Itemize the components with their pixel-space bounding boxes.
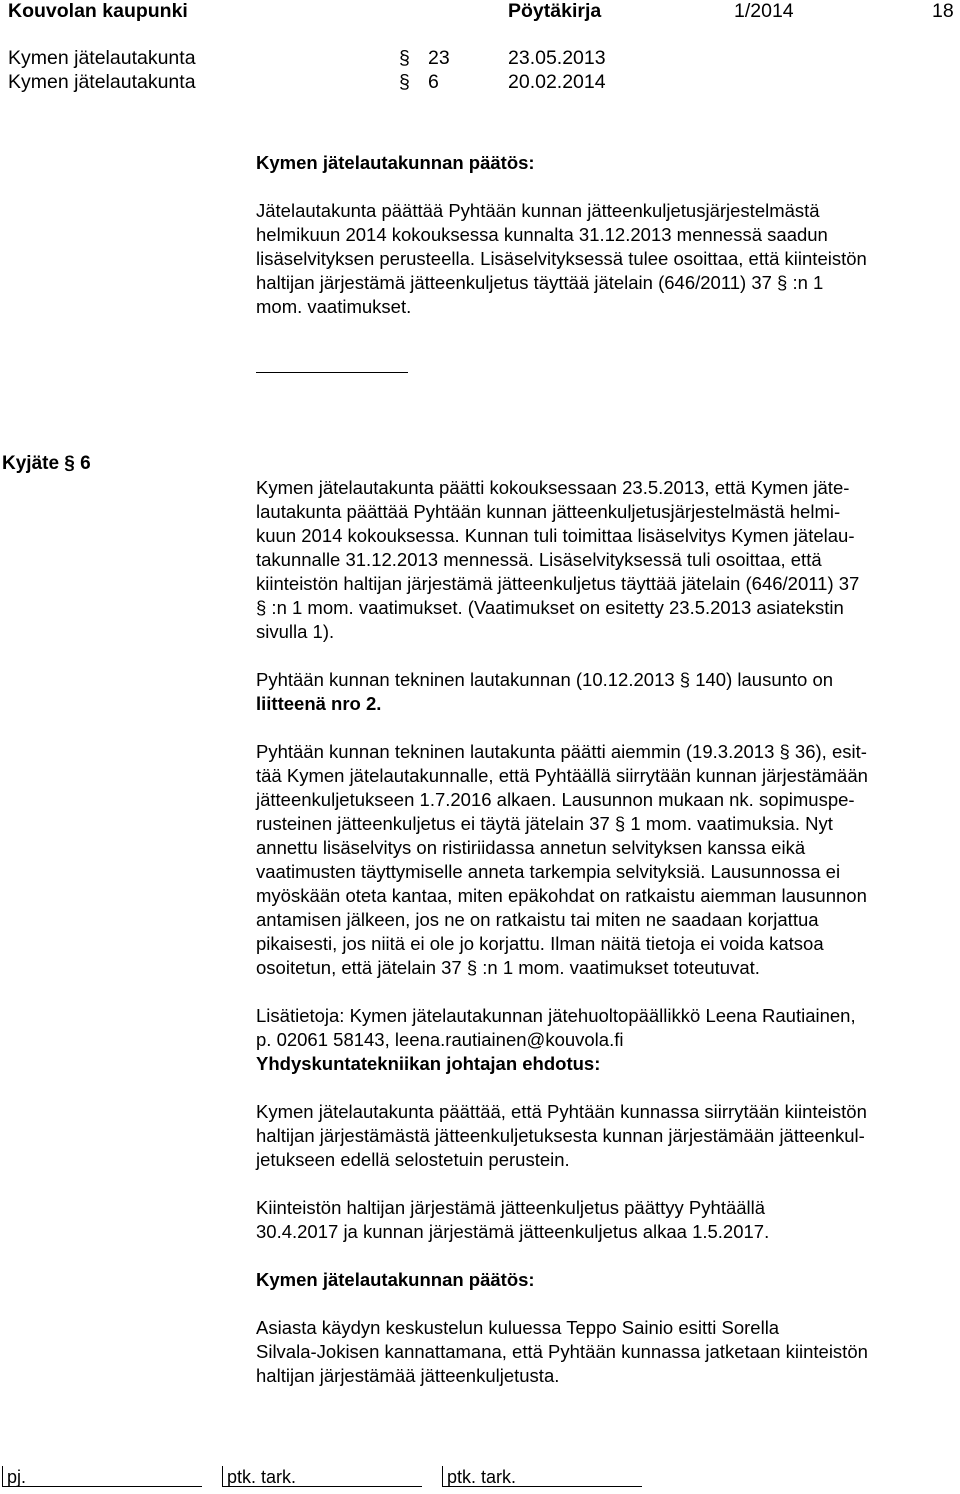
header-row-body: Kymen jätelautakunta [8, 71, 196, 93]
header-row-section: 6 [428, 71, 439, 93]
paragraph-line: kuun 2014 kokouksessa. Kunnan tuli toimittaa lisäselvitys Kymen jätelau- [256, 525, 855, 546]
section-sign-icon: § [399, 47, 410, 69]
paragraph-line: haltijan järjestämästä jätteenkuljetuksesta kunnan järjestämään jätteenkul- [256, 1125, 865, 1146]
signature-tick [222, 1466, 223, 1487]
attachment-reference: liitteenä nro 2. [256, 693, 382, 714]
paragraph-line: Pyhtään kunnan tekninen lautakunta päätti aiemmin (19.3.2013 § 36), esit- [256, 741, 867, 762]
signature-label-reviewer: ptk. tark. [227, 1467, 297, 1487]
paragraph-line: takunnalle 31.12.2013 mennessä. Lisäselvityksessä tuli osoittaa, että [256, 549, 822, 570]
header-row-date: 23.05.2013 [508, 47, 606, 69]
document-type: Pöytäkirja [508, 0, 602, 22]
decision-heading: Kymen jätelautakunnan päätös: [256, 1269, 535, 1290]
paragraph-line: Kymen jätelautakunta päätti kokouksessaan 23.5.2013, että Kymen jäte- [256, 477, 850, 498]
paragraph-line: jetukseen edellä selostetuin perustein. [256, 1149, 570, 1170]
item-label: Kyjäte § 6 [2, 453, 91, 474]
decision-line: mom. vaatimukset. [256, 296, 412, 317]
paragraph-line: annettu lisäselvitys on ristiriidassa annetun selvityksen kanssa eikä [256, 837, 806, 858]
signature-label-reviewer: ptk. tark. [447, 1467, 517, 1487]
paragraph-line: vaatimusten täyttymiselle anneta tarkempia selvityksiä. Lausunnossa ei [256, 861, 841, 882]
paragraph-line: Asiasta käydyn keskustelun kuluessa Teppo Sainio esitti Sorella [256, 1317, 780, 1338]
paragraph-line: jätteenkuljetukseen 1.7.2016 alkaen. Lausunnon mukaan nk. sopimuspe- [256, 789, 855, 810]
header-row-section: 23 [428, 47, 450, 69]
decision-line: lisäselvityksen perusteella. Lisäselvityksessä tulee osoittaa, että kiinteistön [256, 248, 867, 269]
paragraph-line: Pyhtään kunnan tekninen lautakunnan (10.12.2013 § 140) lausunto on [256, 669, 834, 690]
signature-line [2, 1486, 202, 1487]
paragraph-line: tää Kymen jätelautakunnalle, että Pyhtäällä siirrytään kunnan järjestämään [256, 765, 868, 786]
header-row-date: 20.02.2014 [508, 71, 606, 93]
paragraph-line: haltijan järjestämää jätteenkuljetusta. [256, 1365, 560, 1386]
paragraph-line: kiinteistön haltijan järjestämä jätteenkuljetus täyttää jätelain (646/2011) 37 [256, 573, 860, 594]
paragraph-line: antamisen jälkeen, jos ne on ratkaistu tai miten ne saadaan korjattua [256, 909, 819, 930]
contact-info-line: p. 02061 58143, leena.rautiainen@kouvola.fi [256, 1029, 624, 1050]
decision-line: Jätelautakunta päättää Pyhtään kunnan jätteenkuljetusjärjestelmästä [256, 200, 820, 221]
decision-line: haltijan järjestämä jätteenkuljetus täyttää jätelain (646/2011) 37 § :n 1 [256, 272, 824, 293]
decision-line: helmikuun 2014 kokouksessa kunnalta 31.12.2013 mennessä saadun [256, 224, 828, 245]
decision-block-1 [256, 151, 956, 319]
signature-tick [442, 1466, 443, 1487]
paragraph-line: Kiinteistön haltijan järjestämä jätteenkuljetus päättyy Pyhtäällä [256, 1197, 766, 1218]
section-divider [256, 372, 408, 373]
header-row-body: Kymen jätelautakunta [8, 47, 196, 69]
paragraph-line: lautakunta päättää Pyhtään kunnan jätteenkuljetusjärjestelmästä helmi- [256, 501, 841, 522]
issue-number: 1/2014 [734, 0, 794, 22]
paragraph-line: 30.4.2017 ja kunnan järjestämä jätteenkuljetus alkaa 1.5.2017. [256, 1221, 770, 1242]
paragraph-line: § :n 1 mom. vaatimukset. (Vaatimukset on esitetty 23.5.2013 asiatekstin [256, 597, 844, 618]
paragraph-line: osoitetun, että jätelain 37 § :n 1 mom. vaatimukset toteutuvat. [256, 957, 760, 978]
paragraph-line: pikaisesti, jos niitä ei ole jo korjattu. Ilman näitä tietoja ei voida katsoa [256, 933, 824, 954]
signature-tick [2, 1466, 3, 1487]
proposal-heading: Yhdyskuntatekniikan johtajan ehdotus: [256, 1053, 601, 1074]
decision-heading: Kymen jätelautakunnan päätös: [256, 152, 535, 173]
section-sign-icon: § [399, 71, 410, 93]
paragraph-line: myöskään oteta kantaa, miten epäkohdat on ratkaistu aiemman lausunnon [256, 885, 867, 906]
signature-label-chair: pj. [7, 1467, 27, 1487]
item-body [256, 476, 956, 1388]
org-name: Kouvolan kaupunki [8, 0, 188, 22]
paragraph-line: rusteinen jätteenkuljetus ei täytä jätelain 37 § 1 mom. vaatimuksia. Nyt [256, 813, 833, 834]
paragraph-line: Silvala-Jokisen kannattamana, että Pyhtään kunnassa jatketaan kiinteistön [256, 1341, 868, 1362]
paragraph-line: Kymen jätelautakunta päättää, että Pyhtään kunnassa siirrytään kiinteistön [256, 1101, 867, 1122]
page-number: 18 [932, 0, 954, 22]
paragraph-line: sivulla 1). [256, 621, 335, 642]
contact-info-line: Lisätietoja: Kymen jätelautakunnan jätehuoltopäällikkö Leena Rautiainen, [256, 1005, 856, 1026]
